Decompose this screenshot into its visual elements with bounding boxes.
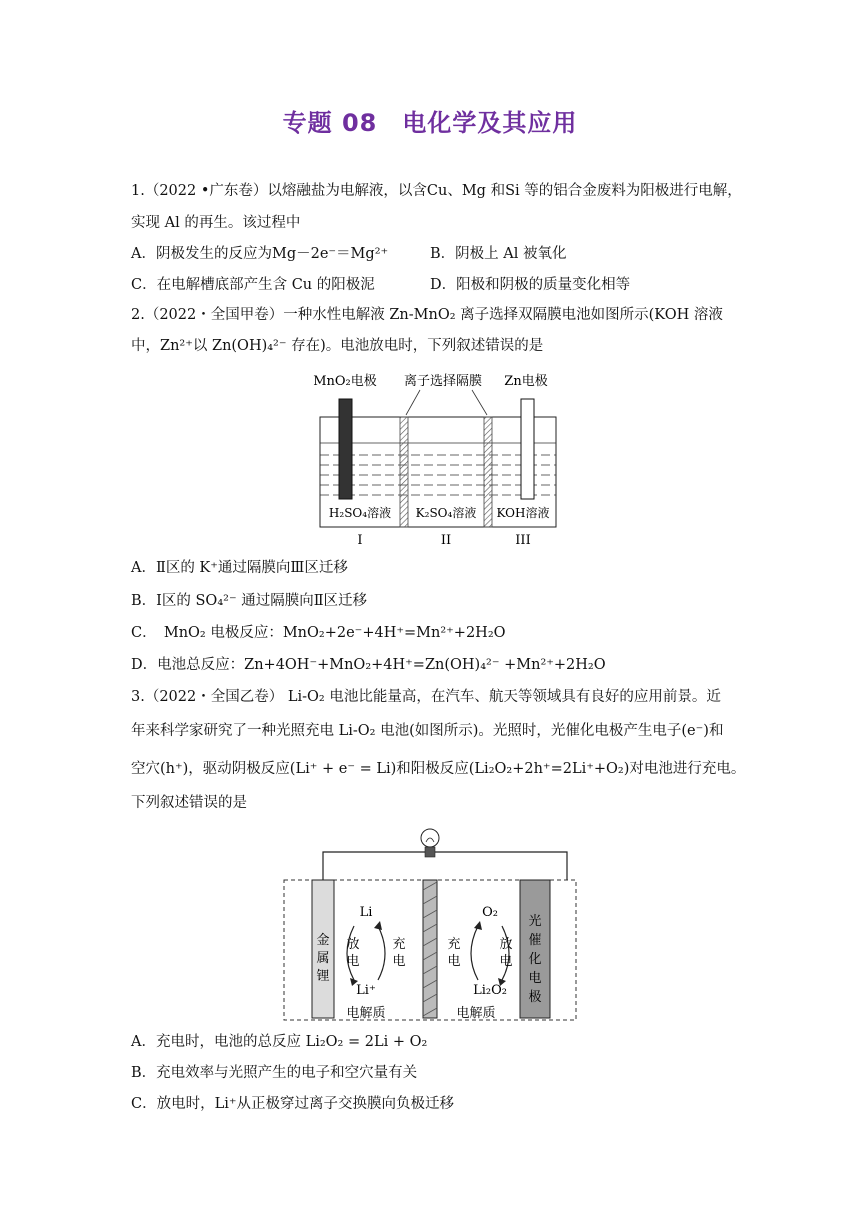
zone-2-label: II bbox=[440, 533, 452, 548]
lithium-electrode-label-2: 属 bbox=[316, 951, 330, 966]
q3-stem-line2: 年来科学家研究了一种光照充电 Li-O₂ 电池(如图所示)。光照时，光催化电极产生电子(e⁻)和 bbox=[131, 723, 724, 739]
right-discharge-label-1: 放 bbox=[499, 937, 513, 952]
lithium-electrode-label-1: 金 bbox=[316, 933, 330, 948]
koh-solution-label: KOH溶液 bbox=[496, 506, 550, 520]
q2-option-c: C． MnO₂ 电极反应：MnO₂+2e⁻+4H⁺=Mn²⁺+2H₂O bbox=[131, 625, 506, 641]
q3-battery-figure bbox=[280, 820, 582, 1025]
q3-option-c: C．放电时，Li⁺从正极穿过离子交换膜向负极迁移 bbox=[131, 1096, 455, 1112]
q2-option-d: D．电池总反应：Zn+4OH⁻+MnO₂+4H⁺=Zn(OH)₄²⁻ +Mn²⁺+2H₂O bbox=[131, 657, 606, 673]
q2-option-b: B．Ⅰ区的 SO₄²⁻ 通过隔膜向Ⅱ区迁移 bbox=[131, 593, 368, 609]
light-bulb-icon bbox=[421, 829, 439, 857]
photo-electrode-label-5: 极 bbox=[528, 990, 542, 1005]
q2-stem-line1: 2.（2022・全国甲卷）一种水性电解液 Zn-MnO₂ 离子选择双隔膜电池如图所示(KOH 溶液 bbox=[131, 307, 723, 323]
zn-electrode-label: Zn电极 bbox=[504, 374, 548, 389]
photo-electrode-label-2: 催 bbox=[528, 933, 542, 948]
right-charge-label-2: 电 bbox=[447, 954, 461, 969]
o2-label: O₂ bbox=[482, 905, 498, 920]
charge-arrow-right bbox=[471, 926, 478, 980]
left-charge-label-2: 电 bbox=[392, 954, 406, 969]
q2-battery-figure bbox=[300, 365, 570, 550]
lithium-metal-electrode bbox=[312, 880, 334, 1018]
membrane-label: 离子选择隔膜 bbox=[403, 374, 483, 389]
right-charge-label-1: 充 bbox=[447, 937, 461, 952]
q1-stem-line1: 1.（2022 •广东卷）以熔融盐为电解液，以含Cu、Mg 和Si 等的铝合金废料为阳极进行电解， bbox=[131, 183, 742, 199]
q2-stem-line2: 中，Zn²⁺以 Zn(OH)₄²⁻ 存在)。电池放电时，下列叙述错误的是 bbox=[131, 338, 544, 354]
q1-stem-line2: 实现 Al 的再生。该过程中 bbox=[131, 215, 301, 231]
right-electrolyte-label: 电解质 bbox=[456, 1006, 496, 1021]
left-discharge-label-2: 电 bbox=[346, 954, 360, 969]
h2so4-solution-label: H₂SO₄溶液 bbox=[328, 506, 392, 520]
q3-option-b: B．充电效率与光照产生的电子和空穴量有关 bbox=[131, 1065, 418, 1081]
ion-exchange-membrane bbox=[423, 880, 437, 1018]
zn-electrode bbox=[521, 399, 534, 499]
q1-option-a: A．阴极发生的反应为Mg－2e⁻＝Mg²⁺ bbox=[131, 246, 389, 262]
li-label: Li bbox=[359, 905, 373, 920]
zone-1-label: I bbox=[357, 533, 363, 548]
q3-option-a: A．充电时，电池的总反应 Li₂O₂ = 2Li + O₂ bbox=[131, 1034, 428, 1050]
q1-option-d: D．阳极和阴极的质量变化相等 bbox=[430, 277, 631, 293]
page-title: 专题 08 电化学及其应用 bbox=[282, 109, 578, 137]
right-discharge-label-2: 电 bbox=[499, 954, 513, 969]
photo-electrode-label-1: 光 bbox=[528, 914, 542, 929]
q3-stem-line4: 下列叙述错误的是 bbox=[131, 795, 247, 811]
left-charge-label-1: 充 bbox=[392, 937, 406, 952]
q2-option-a: A．Ⅱ区的 K⁺通过隔膜向Ⅲ区迁移 bbox=[131, 560, 348, 576]
photo-electrode-label-4: 电 bbox=[528, 971, 542, 986]
mno2-electrode-label: MnO₂电极 bbox=[313, 374, 377, 389]
discharge-arrow-right bbox=[502, 926, 509, 980]
q1-option-c: C．在电解槽底部产生含 Cu 的阳极泥 bbox=[131, 277, 375, 293]
q1-option-b: B．阴极上 Al 被氧化 bbox=[430, 246, 567, 262]
li2o2-label: Li₂O₂ bbox=[473, 983, 507, 998]
membrane-left bbox=[400, 417, 408, 527]
left-electrolyte-label: 电解质 bbox=[346, 1006, 386, 1021]
photo-electrode-label-3: 化 bbox=[528, 952, 542, 967]
zone-3-label: III bbox=[515, 533, 531, 548]
q3-stem-line1: 3.（2022・全国乙卷） Li-O₂ 电池比能量高，在汽车、航天等领域具有良好的应用前景。近 bbox=[131, 689, 721, 705]
lithium-electrode-label-3: 锂 bbox=[316, 969, 330, 984]
mno2-electrode bbox=[339, 399, 352, 499]
k2so4-solution-label: K₂SO₄溶液 bbox=[415, 506, 477, 520]
membrane-right bbox=[484, 417, 492, 527]
discharge-arrow-left bbox=[347, 926, 354, 980]
charge-arrow-left bbox=[378, 926, 385, 980]
q3-stem-line3: 空穴(h⁺)，驱动阴极反应(Li⁺ + e⁻ = Li)和阳极反应(Li₂O₂+2h⁺=2Li⁺+O₂)对电池进行充电。 bbox=[131, 761, 746, 777]
left-discharge-label-1: 放 bbox=[346, 937, 360, 952]
li-ion-label: Li⁺ bbox=[356, 983, 376, 998]
